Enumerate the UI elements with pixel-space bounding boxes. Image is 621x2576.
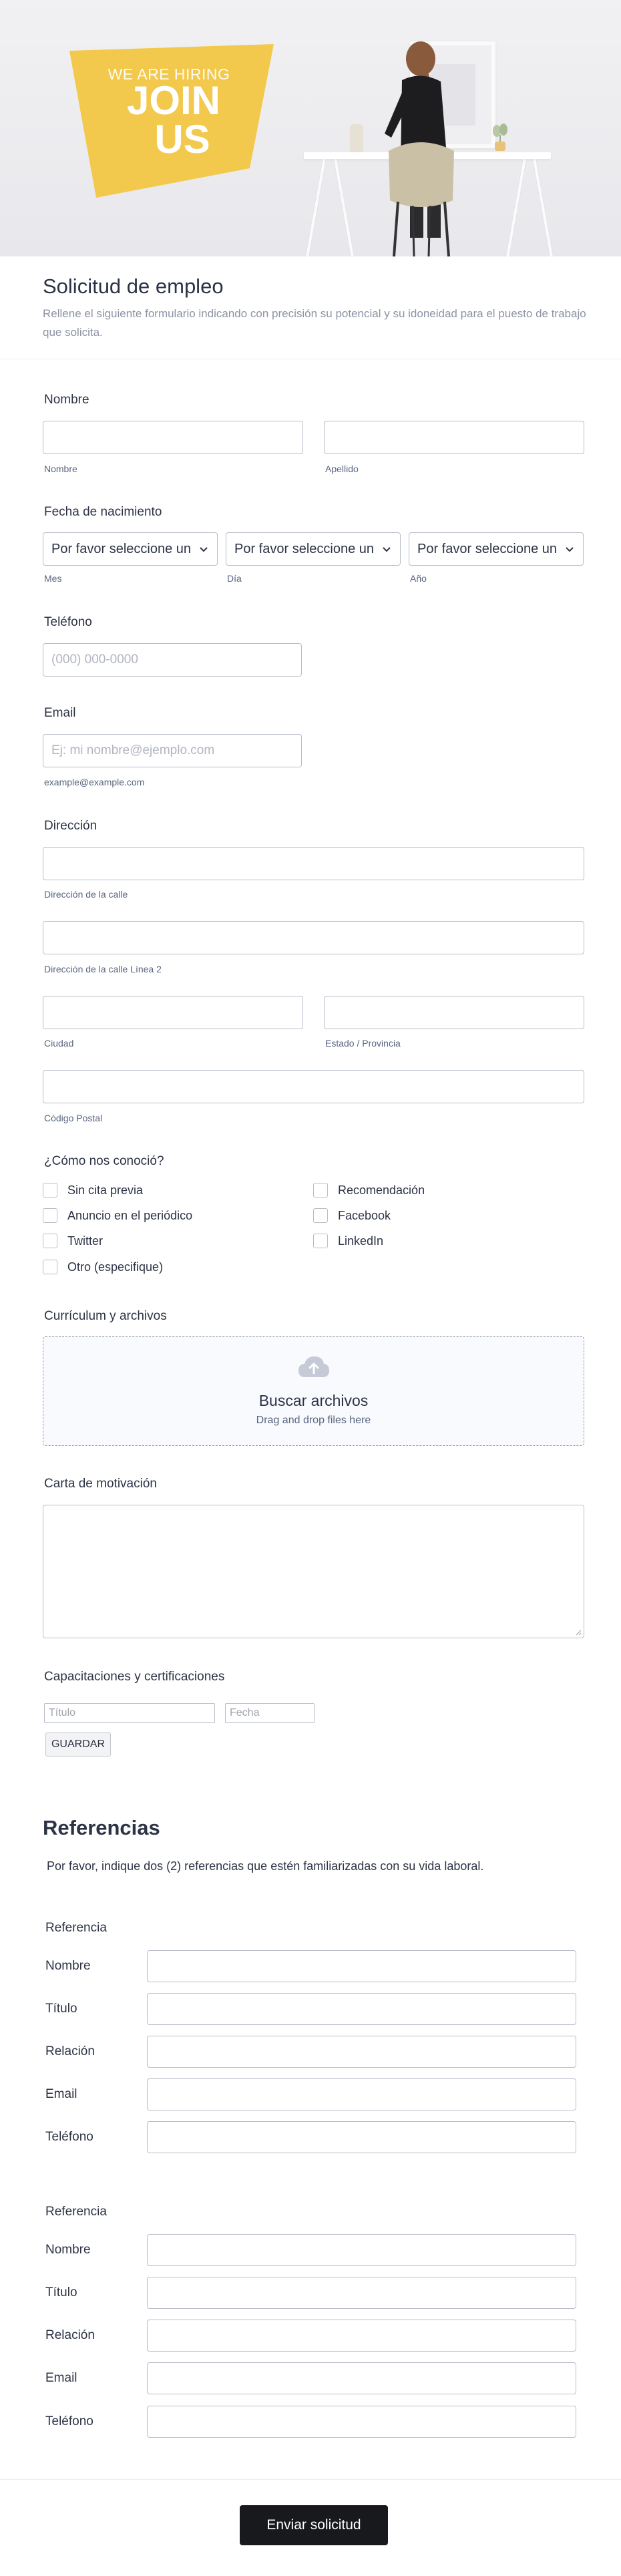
submit-button[interactable]: Enviar solicitud <box>240 2505 388 2545</box>
source-option[interactable] <box>43 1208 192 1223</box>
birth-month-sublabel: Mes <box>44 573 62 584</box>
training-label: Capacitaciones y certificaciones <box>44 1670 225 1684</box>
source-label: ¿Cómo nos conoció? <box>44 1154 164 1168</box>
page-title: Solicitud de empleo <box>43 274 224 298</box>
source-option[interactable] <box>313 1208 391 1223</box>
reference-title-input[interactable] <box>147 1993 576 2025</box>
references-description: Por favor, indique dos (2) referencias que estén familiarizadas con su vida laboral. <box>47 1859 484 1873</box>
motivation-textarea[interactable] <box>43 1505 584 1638</box>
file-upload-dropzone[interactable] <box>43 1336 584 1446</box>
last-name-input[interactable] <box>324 421 584 454</box>
reference-name-input[interactable] <box>147 1950 576 1982</box>
person-image <box>347 33 481 256</box>
hiring-big-text <box>120 78 227 162</box>
zip-input[interactable] <box>43 1070 584 1103</box>
reference-heading: Referencia <box>45 2205 107 2219</box>
street2-input[interactable] <box>43 921 584 954</box>
upload-title[interactable]: Buscar archivos <box>258 1392 369 1409</box>
zip-sublabel: Código Postal <box>44 1113 103 1123</box>
source-option-label: Sin cita previa <box>67 1183 144 1197</box>
phone-input[interactable] <box>43 643 302 677</box>
training-title-input[interactable] <box>44 1703 215 1723</box>
page-subtitle: Rellene el siguiente formulario indicando con precisión su potencial y su idoneidad para el puesto de trabajo que solicita. <box>43 307 586 339</box>
email-placeholder: Ej: mi nombre@ejemplo.com <box>51 743 215 757</box>
phone-placeholder: (000) 000-0000 <box>51 653 138 667</box>
desk-leg <box>305 158 327 256</box>
source-option-label: Twitter <box>67 1234 104 1248</box>
chevron-down-icon <box>564 544 575 554</box>
reference-field-label: Relación <box>45 2044 95 2058</box>
source-option[interactable] <box>43 1183 143 1198</box>
birth-day-value: Por favor seleccione un <box>234 541 375 556</box>
reference-phone-input[interactable] <box>147 2406 576 2438</box>
source-option-label: Anuncio en el periódico <box>67 1208 193 1222</box>
checkbox[interactable] <box>43 1183 57 1198</box>
reference-heading: Referencia <box>45 1921 107 1935</box>
reference-field-label: Email <box>45 2087 77 2101</box>
first-name-sublabel: Nombre <box>44 464 77 474</box>
reference-relation-input[interactable] <box>147 2036 576 2068</box>
checkbox[interactable] <box>313 1234 328 1248</box>
email-input[interactable] <box>43 734 302 767</box>
desk-leg <box>505 158 527 256</box>
city-sublabel: Ciudad <box>44 1038 74 1049</box>
reference-email-input[interactable] <box>147 2362 576 2394</box>
city-input[interactable] <box>43 996 303 1029</box>
state-input[interactable] <box>324 996 584 1029</box>
plant-icon <box>491 118 509 151</box>
birth-day-select[interactable] <box>226 532 401 566</box>
source-option-label: Otro (especifique) <box>67 1260 164 1274</box>
state-sublabel: Estado / Provincia <box>325 1038 401 1049</box>
checkbox[interactable] <box>43 1260 57 1274</box>
birth-day-sublabel: Día <box>227 573 242 584</box>
source-option-label: Facebook <box>338 1208 391 1222</box>
birth-month-select[interactable] <box>43 532 218 566</box>
reference-field-label: Nombre <box>45 1959 91 1973</box>
footer-divider <box>0 2479 621 2480</box>
birth-year-value: Por favor seleccione un <box>417 541 558 556</box>
reference-field-label: Teléfono <box>45 2130 93 2144</box>
hiring-small-text: WE ARE HIRING <box>108 65 230 83</box>
reference-field-label: Relación <box>45 2328 95 2342</box>
reference-title-input[interactable] <box>147 2277 576 2309</box>
phone-label: Teléfono <box>44 615 92 629</box>
reference-field-label: Teléfono <box>45 2414 93 2428</box>
first-name-input[interactable] <box>43 421 303 454</box>
reference-relation-input[interactable] <box>147 2320 576 2352</box>
checkbox[interactable] <box>43 1234 57 1248</box>
reference-field-label: Título <box>45 2285 77 2299</box>
reference-field-label: Nombre <box>45 2243 91 2257</box>
training-title-placeholder: Título <box>49 1707 76 1718</box>
upload-subtitle: Drag and drop files here <box>256 1415 371 1426</box>
hiring-big-line: JOIN <box>126 78 221 123</box>
birthdate-label: Fecha de nacimiento <box>44 505 162 519</box>
references-title: Referencias <box>43 1816 160 1839</box>
training-date-input[interactable] <box>225 1703 315 1723</box>
reference-field-label: Título <box>45 2002 77 2016</box>
source-option[interactable] <box>313 1234 383 1248</box>
motivation-label: Carta de motivación <box>44 1477 157 1491</box>
email-label: Email <box>44 706 76 720</box>
email-sublabel: example@example.com <box>44 777 145 787</box>
birth-year-select[interactable] <box>409 532 584 566</box>
birth-year-sublabel: Año <box>410 573 427 584</box>
save-button[interactable]: GUARDAR <box>45 1732 111 1757</box>
source-option[interactable] <box>313 1183 425 1198</box>
checkbox[interactable] <box>43 1208 57 1223</box>
checkbox[interactable] <box>313 1183 328 1198</box>
source-option-label: Recomendación <box>338 1183 425 1197</box>
street-input[interactable] <box>43 847 584 880</box>
chevron-down-icon <box>198 544 209 554</box>
resize-grip-icon[interactable] <box>575 1629 582 1636</box>
reference-field-label: Email <box>45 2371 77 2385</box>
hero-image <box>0 0 621 256</box>
desk-leg <box>532 158 554 256</box>
street-sublabel: Dirección de la calle <box>44 889 128 900</box>
checkbox[interactable] <box>313 1208 328 1223</box>
source-option[interactable] <box>43 1234 103 1248</box>
birth-month-value: Por favor seleccione un <box>51 541 192 556</box>
street2-sublabel: Dirección de la calle Línea 2 <box>44 964 162 974</box>
name-label: Nombre <box>44 393 89 407</box>
chevron-down-icon <box>381 544 392 554</box>
hiring-big-line: US <box>154 117 210 162</box>
reference-name-input[interactable] <box>147 2234 576 2266</box>
cloud-upload-icon <box>297 1354 331 1378</box>
address-label: Dirección <box>44 819 97 833</box>
source-option-label: LinkedIn <box>338 1234 384 1248</box>
last-name-sublabel: Apellido <box>325 464 359 474</box>
training-date-placeholder: Fecha <box>230 1707 260 1718</box>
source-option[interactable] <box>43 1260 163 1274</box>
reference-phone-input[interactable] <box>147 2121 576 2153</box>
reference-email-input[interactable] <box>147 2078 576 2110</box>
resume-label: Currículum y archivos <box>44 1309 167 1323</box>
